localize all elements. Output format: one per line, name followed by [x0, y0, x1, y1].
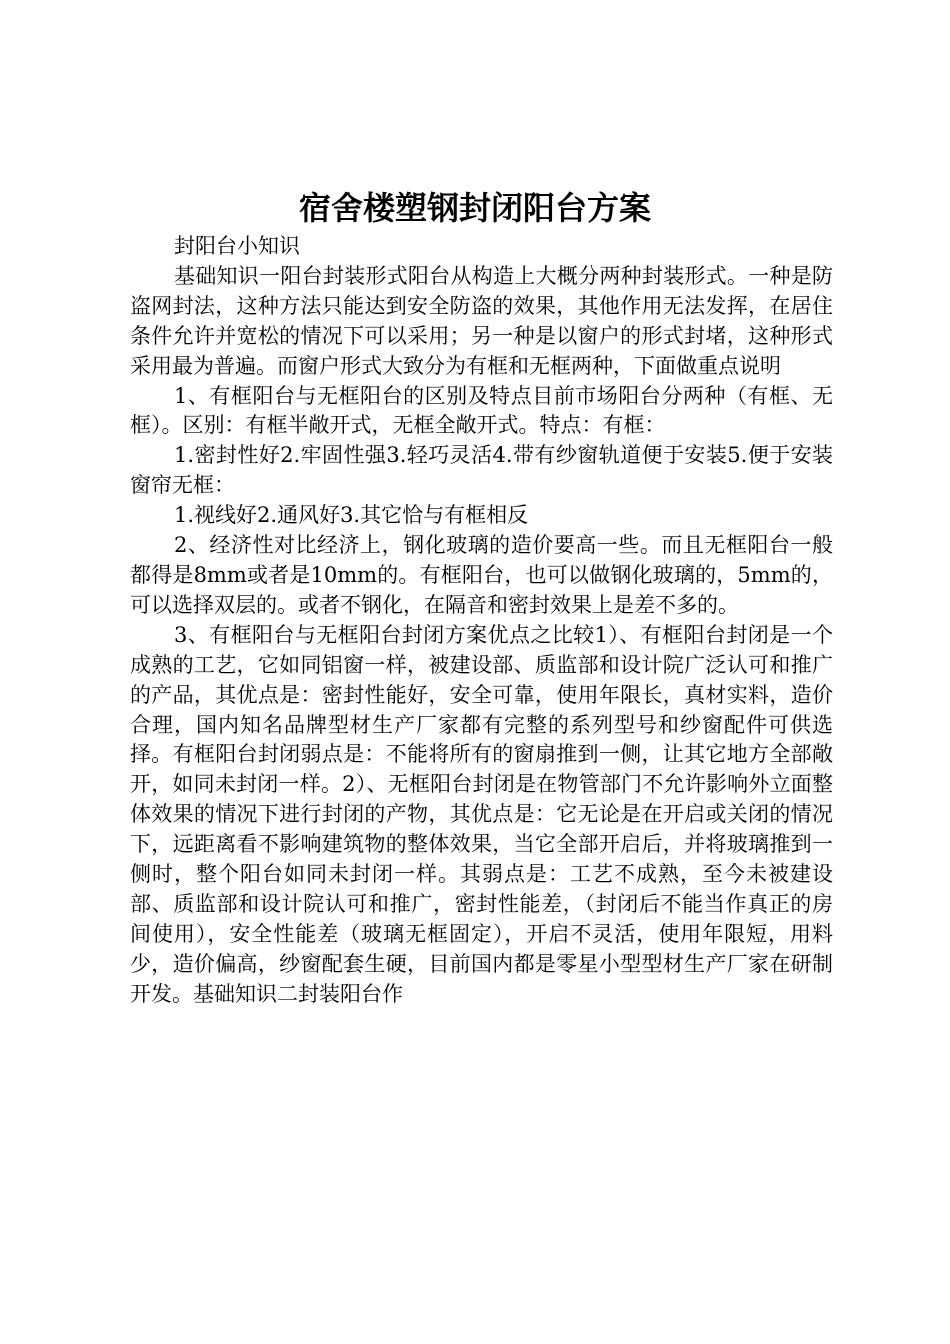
document-body	[130, 232, 833, 1010]
paragraph-framed-features: 1.密封性好2.牢固性强3.轻巧灵活4.带有纱窗轨道便于安装5.便于安装窗帘无框：	[130, 443, 833, 498]
paragraph-basics-one: 基础知识一阳台封装形式阳台从构造上大概分两种封装形式。一种是防盗网封法，这种方法只能达到安全防盗的效果，其他作用无法发挥，在居住条件允许并宽松的情况下可以采用；另一种是以窗户的形式封堵，这种形式采用最为普遍。而窗户形式大致分为有框和无框两种，下面做重点说明	[130, 263, 833, 378]
paragraph-economy: 2、经济性对比经济上，钢化玻璃的造价要高一些。而且无框阳台一般都得是8mm或者是10mm的。有框阳台，也可以做钢化玻璃的，5mm的，可以选择双层的。或者不钢化，在隔音和密封效果上是差不多的。	[130, 533, 833, 617]
paragraph-frameless-features: 1.视线好2.通风好3.其它恰与有框相反	[174, 503, 529, 528]
document-title: 宿舍楼塑钢封闭阳台方案	[298, 189, 651, 227]
paragraph-difference: 1、有框阳台与无框阳台的区别及特点目前市场阳台分两种（有框、无框）。区别：有框半敞开式，无框全敞开式。特点：有框：	[130, 383, 833, 438]
paragraph-subheading: 封阳台小知识	[174, 234, 300, 258]
paragraph-comparison: 3、有框阳台与无框阳台封闭方案优点之比较1）、有框阳台封闭是一个成熟的工艺，它如同铝窗一样，被建设部、质监部和设计院广泛认可和推广的产品，其优点是：密封性能好，安全可靠，使用年限长，真材实料，造价合理，国内知名品牌型材生产厂家都有完整的系列型号和纱窗配件可供选择。有框阳台封闭弱点是：不能将所有的窗扇推到一侧，让其它地方全部敞开，如同未封闭一样。2）、无框阳台封闭是在物管部门不允许影响外立面整体效果的情况下进行封闭的产物，其优点是：它无论是在开启或关闭的情况下，远距离看不影响建筑物的整体效果，当它全部开启后，并将玻璃推到一侧时，整个阳台如同未封闭一样。其弱点是：工艺不成熟，至今未被建设部、质监部和设计院认可和推广，密封性能差，（封闭后不能当作真正的房间使用），安全性能差（玻璃无框固定），开启不灵活，使用年限短，用料少，造价偏高，纱窗配套生硬，目前国内都是零星小型型材生产厂家在研制开发。基础知识二封装阳台作	[130, 622, 833, 1006]
